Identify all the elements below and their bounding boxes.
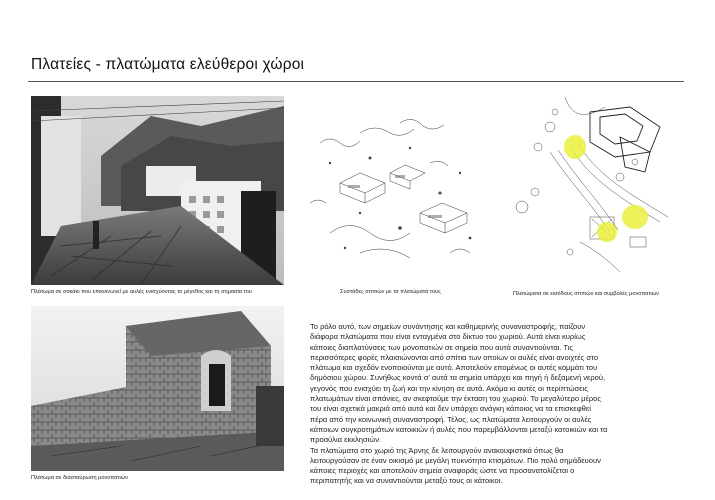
caption-plan-entrances: Πλατώματα σε εισόδους σπιτιών και συμβολές μονοπατιών	[513, 291, 659, 297]
sketch-houses	[300, 103, 490, 278]
caption-sketch-houses: Συστάδες σπιτιών με τα πλατώματά τους	[340, 289, 441, 295]
body-paragraph-2: Τα πλατώματα στο χωριό της Άρνης δε λειτουργούν ανακουφιστικά όπως θα λειτουργούσαν σε έναν οικισμό με μεγάλη πυκνότητα κτισμάτων. Πιο πολύ σημάδευουν κάποιες περιοχές και αποτελούν σημεία αναφοράς ώστε να προσανατολίζεται ο περιπατητής και να συναντιούνται μεταξύ τους οι κάτοικοι.	[310, 445, 601, 486]
photo-stone-house	[31, 306, 284, 471]
photo-alley	[31, 96, 284, 285]
body-text	[310, 322, 610, 487]
caption-stone-house: Πλάτωμα σε διασταύρωση μονοπατιών	[31, 475, 128, 481]
title-divider	[28, 81, 684, 82]
caption-alley: Πλάτωμα σε σοκάκι που επικοινωνεί με αυλές ενισχύοντας το μέγεθος και τη σημασία του	[31, 289, 252, 295]
body-paragraph-1: Το ρόλο αυτό, των σημείων συνάντησης και καθημερινής συναναστροφής, παίζουν διάφορα πλατώματα που είναι ενταγμένα στο δίκτυο του χωριού. Αυτά είναι κυρίως κάποιες διαπλατύνσεις των μονοπατιών σε σημεία που αυτά συναντιούνται. Τις περισσότερες φορές πλαισιώνονται από σπίτια των οποίων οι αυλές είναι ανοιχτές στο πλάτωμα και σχεδόν ενοποιούνται με αυτό. Αποτελούν επομένως οι αυτές κομμάτι του δημόσιου χώρου. Συνήθως κοντά σ' αυτά τα σημεία υπάρχει και πηγή ή δεξαμενή νερού, γεγονός που ενισχύει τη ζωή και την κίνηση σε αυτά. Ακόμα κι αυτές οι περίπτώσεις πλατωμάτων είναι σπάνιες, αν σκεφτούμε την έκταση του χωριού. Το μεγαλύτερο μέρος του είναι σχετικά μακριά από αυτά και δεν υπάρχει ανάγκη κάποιος να τα επισκεφθεί πέρα από την κοινωνική συναναστροφή. Τέλος, ως πλατώματα λειτουργούν οι αυλές κάποιων συγκροτημάτων κατοικιών ή αυλές που παρεμβάλλονται μεταξύ κατοικιών και τα προαύλια εκκλησιών.	[310, 322, 608, 445]
page-title: Πλατείες - πλατώματα ελεύθεροι χώροι	[31, 56, 305, 73]
plan-entrances	[510, 92, 685, 282]
